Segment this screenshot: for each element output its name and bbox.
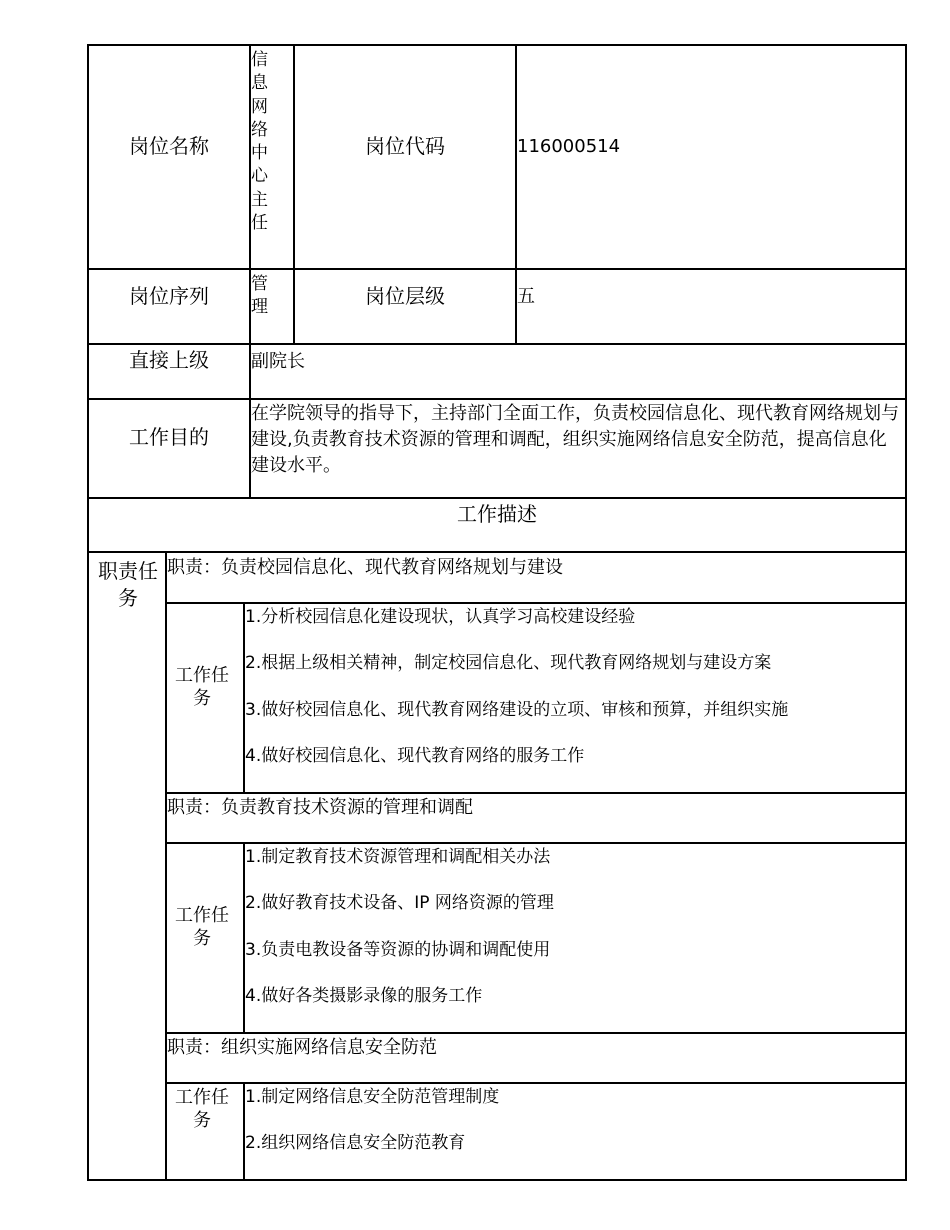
row-divider [87, 551, 907, 553]
row-divider [165, 1082, 907, 1084]
task-item: 4.做好各类摄影录像的服务工作 [245, 986, 483, 1006]
task-item: 2.根据上级相关精神，制定校园信息化、现代教育网络规划与建设方案 [245, 653, 772, 673]
superior-label: 直接上级 [129, 348, 209, 372]
column-divider [165, 551, 167, 1181]
level-value: 五 [517, 286, 535, 307]
task-item: 2.做好教育技术设备、IP 网络资源的管理 [245, 893, 554, 913]
purpose-label: 工作目的 [129, 425, 209, 449]
row-divider [87, 398, 907, 400]
position-code-value: 116000514 [517, 136, 621, 157]
purpose-value: 在学院领导的指导下，主持部门全面工作，负责校园信息化、现代教育网络规划与建设,负责教育技术资源的管理和调配，组织实施网络信息安全防范，提高信息化建设水平。 [251, 403, 899, 476]
row-divider [165, 602, 907, 604]
sequence-label: 岗位序列 [129, 284, 209, 308]
table-border [905, 44, 907, 1181]
task-item: 1.制定网络信息安全防范管理制度 [245, 1087, 500, 1107]
position-name-value: 信息网络中心主任 [251, 50, 268, 234]
position-name-label: 岗位名称 [129, 134, 209, 158]
duty-section-label: 职责任务 [98, 559, 158, 610]
task-item: 3.做好校园信息化、现代教育网络建设的立项、审核和预算，并组织实施 [245, 700, 789, 720]
task-label: 工作任务 [175, 1087, 229, 1131]
row-divider [87, 268, 907, 270]
row-divider [165, 842, 907, 844]
row-divider [165, 1032, 907, 1034]
task-item: 2.组织网络信息安全防范教育 [245, 1133, 466, 1153]
task-label: 工作任务 [175, 905, 229, 949]
task-label: 工作任务 [175, 665, 229, 709]
position-code-label: 岗位代码 [365, 134, 445, 158]
row-divider [87, 497, 907, 499]
table-border [87, 44, 89, 1181]
level-label: 岗位层级 [365, 284, 445, 308]
duty-title: 职责：组织实施网络信息安全防范 [167, 1037, 437, 1058]
duty-title: 职责：负责教育技术资源的管理和调配 [167, 797, 473, 818]
description-title: 工作描述 [457, 502, 537, 526]
row-divider [87, 343, 907, 345]
row-divider [165, 792, 907, 794]
task-item: 1.制定教育技术资源管理和调配相关办法 [245, 847, 551, 867]
superior-value: 副院长 [251, 351, 305, 372]
task-item: 1.分析校园信息化建设现状，认真学习高校建设经验 [245, 607, 636, 627]
table-border [87, 44, 907, 46]
table-border [87, 1179, 907, 1181]
duty-title: 职责：负责校园信息化、现代教育网络规划与建设 [167, 557, 563, 578]
task-item: 3.负责电教设备等资源的协调和调配使用 [245, 940, 551, 960]
sequence-value: 管理 [251, 274, 268, 318]
task-item: 4.做好校园信息化、现代教育网络的服务工作 [245, 746, 585, 766]
